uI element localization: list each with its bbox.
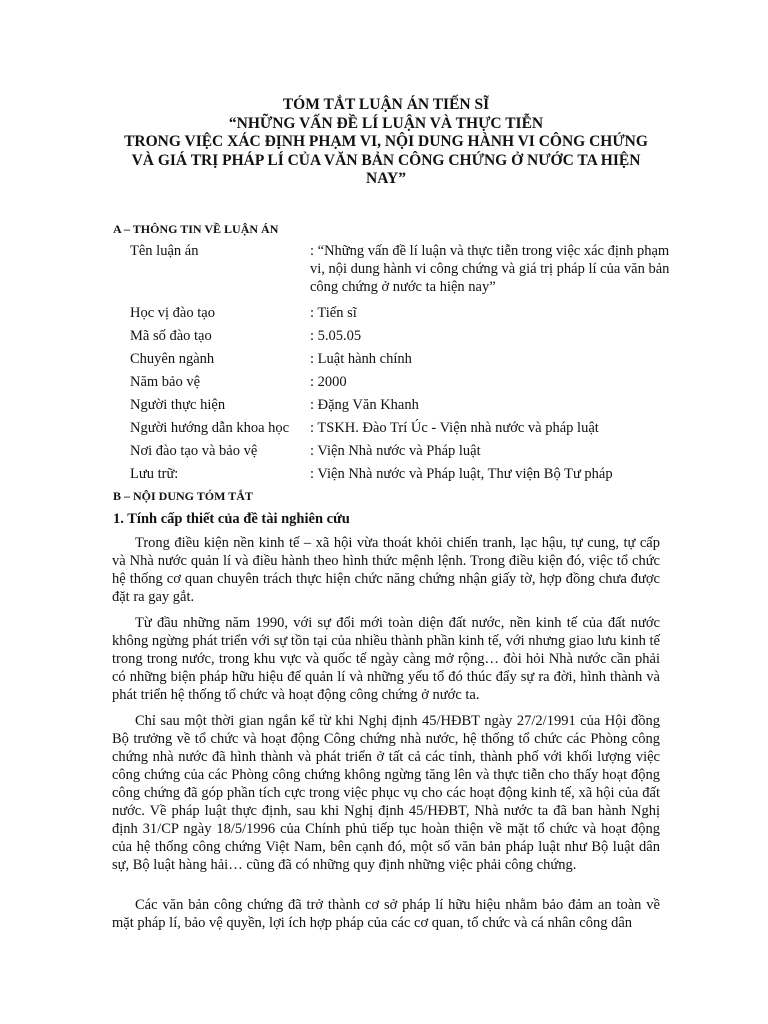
section-a-heading: A – THÔNG TIN VỀ LUẬN ÁN (113, 222, 279, 236)
info-row (130, 373, 670, 396)
info-label: Mã số đào tạo (130, 328, 212, 344)
thesis-info-list (130, 242, 670, 488)
info-value: : Tiến sĩ (310, 305, 357, 321)
info-value: : Đặng Văn Khanh (310, 397, 419, 413)
info-label: Người hướng dẫn khoa học (130, 420, 290, 436)
info-label: Tên luận án (130, 243, 199, 259)
title-line: VÀ GIÁ TRỊ PHÁP LÍ CỦA VĂN BẢN CÔNG CHỨNG Ở NƯỚC TA HIỆN (131, 151, 641, 169)
info-row (130, 242, 670, 304)
info-value: : Luật hành chính (310, 351, 412, 367)
info-row (130, 304, 670, 327)
info-label: Lưu trữ: (130, 466, 179, 482)
document-title (100, 96, 672, 189)
info-row (130, 419, 670, 442)
info-value: : Viện Nhà nước và Pháp luật, Thư viện Bộ Tư pháp (310, 466, 613, 482)
info-value: : 2000 (310, 374, 347, 390)
info-label: Chuyên ngành (130, 351, 215, 367)
info-row (130, 442, 670, 465)
info-row (130, 465, 670, 488)
info-label: Năm bảo vệ (130, 374, 201, 390)
info-value: : TSKH. Đào Trí Úc - Viện nhà nước và pháp luật (310, 420, 599, 436)
body-paragraph: Từ đầu những năm 1990, với sự đổi mới toàn diện đất nước, nền kinh tế của đất nước không ngừng phát triển với sự tồn tại của nhiều thành phần kinh tế, với nhưng giao lưu kinh tế trong trong nước, trong khu vực và quốc tế ngày càng mở rộng… đòi hỏi Nhà nước cần phải có những biện pháp hữu hiệu để quản lí và những yếu tố đó thúc đẩy sự ra đời, hình thành và phát triển hệ thống tổ chức và hoạt động công chứng ở nước ta. (112, 615, 660, 703)
info-value: : Viện Nhà nước và Pháp luật (310, 443, 481, 459)
info-value: : “Những vấn đề lí luận và thực tiễn trong việc xác định phạm vi, nội dung hành vi công chứng và giá trị pháp lí của văn bản công chứng ở nước ta hiện nay” (310, 243, 670, 295)
info-label: Người thực hiện (130, 397, 226, 413)
info-row (130, 350, 670, 373)
body-paragraph: Chỉ sau một thời gian ngắn kể từ khi Nghị định 45/HĐBT ngày 27/2/1991 của Hội đồng Bộ trưởng về tổ chức và hoạt động Công chứng nhà nước, hệ thống tổ chức các Phòng công chứng nhà nước đã hình thành và phát triển ở tất cả các tỉnh, thành phố với khối lượng việc công chứng của các Phòng công chứng không ngừng tăng lên và thực tiễn cho thấy hoạt động công chứng đã góp phần tích cực trong việc phục vụ cho các hoạt động kinh tế, xã hội của đất nước. Về pháp luật thực định, sau khi Nghị định 45/HĐBT, Nhà nước ta đã ban hành Nghị định 31/CP ngày 18/5/1996 của Chính phủ tiếp tục hoàn thiện về mặt tổ chức và hoạt động của hệ thống công chứng Việt Nam, bên cạnh đó, một số văn bản pháp luật như Bộ luật dân sự, Bộ luật hàng hải… cũng đã có những quy định những việc phải công chứng. (112, 713, 660, 873)
info-row (130, 327, 670, 350)
info-row (130, 396, 670, 419)
title-line: TÓM TẮT LUẬN ÁN TIẾN SĨ (282, 96, 490, 113)
body-paragraph: Các văn bản công chứng đã trở thành cơ sở pháp lí hữu hiệu nhằm bảo đảm an toàn về mặt pháp lí, bảo vệ quyền, lợi ích hợp pháp của các cơ quan, tổ chức và cá nhân công dân (112, 897, 660, 931)
title-line: TRONG VIỆC XÁC ĐỊNH PHẠM VI, NỘI DUNG HÀNH VI CÔNG CHỨNG (124, 133, 648, 150)
body-paragraph: Trong điều kiện nền kinh tế – xã hội vừa thoát khỏi chiến tranh, lạc hậu, tự cung, tự cấp và Nhà nước quản lí và điều hành theo hình thức mệnh lệnh. Trong điều kiện đó, việc tổ chức hệ thống cơ quan chuyên trách thực hiện chức năng chứng nhận giấy tờ, hợp đồng chưa được đặt ra gay gắt. (112, 535, 660, 605)
info-label: Nơi đào tạo và bảo vệ (130, 443, 258, 459)
title-line: NAY” (366, 170, 406, 187)
section-b-heading: B – NỘI DUNG TÓM TẮT (113, 489, 253, 503)
title-line: “NHỮNG VẤN ĐỀ LÍ LUẬN VÀ THỰC TIỄN (228, 114, 544, 132)
subsection-heading: 1. Tính cấp thiết của đề tài nghiên cứu (113, 511, 350, 527)
info-value: : 5.05.05 (310, 328, 362, 344)
info-label: Học vị đào tạo (130, 305, 215, 321)
